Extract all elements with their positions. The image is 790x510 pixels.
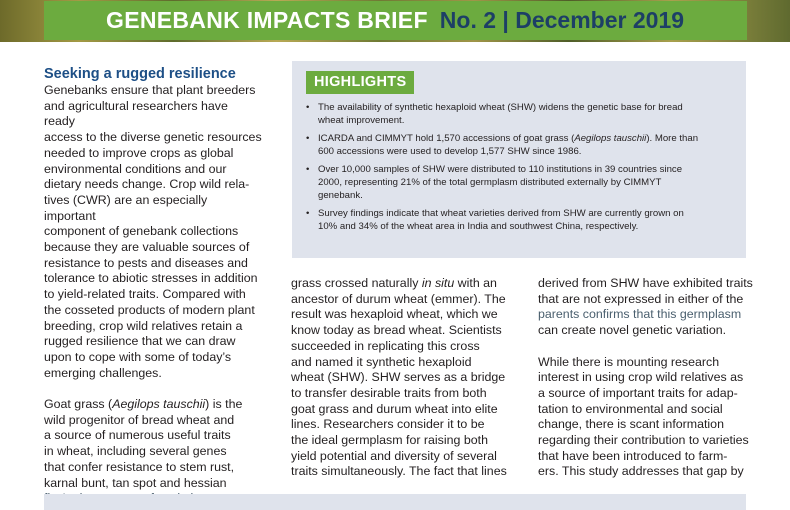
issue-number-date: No. 2 | December 2019 [439, 7, 685, 33]
text-line: 10% and 34% of the wheat area in India and southwest China, respectively. [318, 221, 639, 233]
text-line: emerging challenges. [44, 365, 162, 380]
text-line: Over 10,000 samples of SHW were distributed to 110 institutions in 39 countries since [318, 163, 683, 175]
text-line: that confer resistance to stem rust, [44, 459, 235, 474]
text-line: to yield-related traits. Compared with [44, 287, 246, 302]
text-line: karnal bunt, tan spot and hessian [44, 475, 227, 490]
text-line: 2000, representing 21% of the total germplasm distributed externally by CIMMYT [318, 177, 662, 189]
text-line: and named it synthetic hexaploid [291, 354, 472, 369]
text-line: the ideal germplasm for raising both [291, 433, 488, 448]
text-line: dietary needs change. Crop wild rela- [44, 177, 250, 192]
text-line: tolerance to abiotic stresses in addition [44, 271, 258, 286]
text-line: and agricultural researchers have ready [44, 98, 228, 129]
column-left [44, 66, 262, 507]
highlights-title: HIGHLIGHTS [306, 71, 414, 94]
highlight-item [306, 163, 726, 203]
column-middle [291, 276, 509, 480]
highlights-list [306, 101, 726, 238]
text-line: goat grass and durum wheat into elite [291, 401, 498, 416]
text-line: traits simultaneously. The fact that lines [291, 464, 507, 479]
text-line: parents confirms that this germplasm [538, 307, 742, 322]
section-heading: Seeking a rugged resilience [44, 66, 236, 82]
text-line: 600 accessions were used to develop 1,577 SHW since 1986. [318, 146, 582, 158]
species-name: Aegilops tauschii [574, 132, 647, 144]
text-line: that are not expressed in either of the [538, 291, 744, 306]
text-line: ancestor of durum wheat (emmer). The [291, 291, 506, 306]
text-line: because they are valuable sources of [44, 240, 250, 255]
text-line: yield potential and diversity of several [291, 448, 497, 463]
text-line: wheat improvement. [318, 115, 405, 127]
text-line: Survey findings indicate that wheat varieties derived from SHW are currently grown on [318, 207, 684, 219]
intro-paragraph [44, 83, 262, 381]
text-line: know today as bread wheat. Scientists [291, 323, 502, 338]
text-line: regarding their contribution to varieties [538, 433, 749, 448]
text-line: genebank. [318, 190, 363, 202]
text-fragment: ). More than [646, 132, 699, 144]
text-fragment: grass crossed naturally [291, 276, 422, 290]
text-line: lines. Researchers consider it to be [291, 417, 485, 432]
text-line: ers. This study addresses that gap by [538, 464, 744, 479]
body-paragraph [291, 276, 509, 480]
body-paragraph [538, 276, 758, 339]
text-line: Genebanks ensure that plant breeders [44, 83, 256, 97]
highlight-item [306, 101, 726, 128]
text-fragment: with an [454, 276, 497, 290]
text-line: interest in using crop wild relatives as [538, 370, 744, 385]
text-line: tation to environmental and social [538, 401, 723, 416]
text-line: a source of numerous useful traits [44, 428, 231, 443]
text-line: needed to improve crops as global [44, 145, 234, 160]
italic-term: in situ [421, 276, 455, 290]
text-line: a source of important traits for adap- [538, 385, 738, 400]
text-line: environmental conditions and our [44, 161, 227, 176]
highlights-box [292, 61, 746, 258]
brief-title: GENEBANK IMPACTS BRIEF [106, 7, 428, 33]
next-panel-box [44, 494, 746, 510]
text-line: component of genebank collections [44, 224, 239, 239]
species-name: Aegilops tauschii [112, 397, 206, 412]
title-banner [44, 1, 747, 40]
text-line: to transfer desirable traits from both [291, 385, 487, 400]
text-line: succeeded in replicating this cross [291, 338, 480, 353]
bullet-icon: • [306, 102, 310, 113]
text-line: derived from SHW have exhibited traits [538, 276, 753, 290]
goat-grass-paragraph [44, 397, 262, 507]
text-line: change, there is scant information [538, 417, 724, 432]
text-line: The availability of synthetic hexaploid wheat (SHW) widens the genetic base for bread [318, 102, 683, 113]
text-line: rugged resilience that we can draw [44, 334, 236, 349]
text-line: result was hexaploid wheat, which we [291, 307, 498, 322]
text-line: access to the diverse genetic resources [44, 130, 262, 145]
bullet-icon: • [306, 132, 310, 144]
text-line: the cosseted products of modern plant [44, 302, 255, 317]
bullet-icon: • [306, 207, 310, 219]
text-line: wild progenitor of bread wheat and [44, 412, 235, 427]
text-fragment: ) is the [205, 397, 243, 412]
highlight-item [306, 207, 726, 234]
highlight-item [306, 132, 726, 159]
text-line: While there is mounting research [538, 354, 720, 369]
bullet-icon: • [306, 163, 310, 175]
text-line: breeding, crop wild relatives retain a [44, 318, 243, 333]
text-line: wheat (SHW). SHW serves as a bridge [291, 370, 506, 385]
text-line: can create novel genetic variation. [538, 323, 727, 338]
text-line: that have been introduced to farm- [538, 448, 728, 463]
text-line: tives (CWR) are an especially important [44, 192, 208, 223]
text-fragment: Goat grass ( [44, 397, 113, 412]
text-line: in wheat, including several genes [44, 444, 227, 459]
text-fragment: ICARDA and CIMMYT hold 1,570 accessions of goat grass ( [318, 132, 575, 144]
body-paragraph [538, 355, 758, 481]
text-line: resistance to pests and diseases and [44, 255, 248, 270]
text-line: upon to cope with some of today’s [44, 349, 232, 364]
column-right [538, 276, 758, 480]
